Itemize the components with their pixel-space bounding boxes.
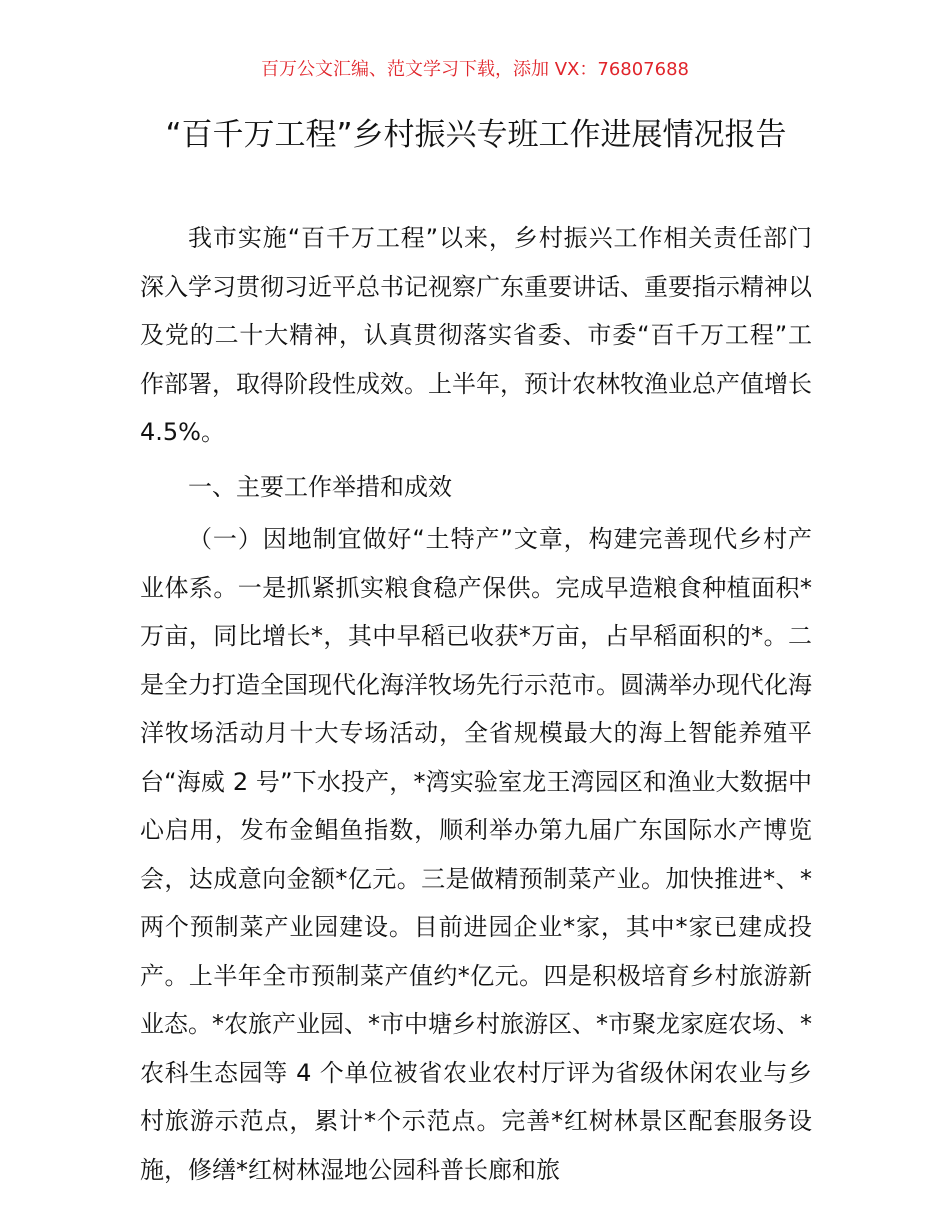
section-paragraph: （一）因地制宜做好“土特产”文章，构建完善现代乡村产业体系。一是抓紧抓实粮食稳产保供。完成早造粮食种植面积*万亩，同比增长*，其中早稻已收获*万亩，占早稻面积的*。二是全力打造全国现代化海洋牧场先行示范市。圆满举办现代化海洋牧场活动月十大专场活动，全省规模最大的海上智能养殖平台“海威 2 号”下水投产，*湾实验室龙王湾园区和渔业大数据中心启用，发布金鲳鱼指数，顺利举办第九届广东国际水产博览会，达成意向金额*亿元。三是做精预制菜产业。加快推进*、*两个预制菜产业园建设。目前进园企业*家，其中*家已建成投产。上半年全市预制菜产值约*亿元。四是积极培育乡村旅游新业态。*农旅产业园、*市中塘乡村旅游区、*市聚龙家庭农场、*农科生态园等 4 个单位被省农业农村厅评为省级休闲农业与乡村旅游示范点，累计*个示范点。完善*红树林景区配套服务设施，修缮*红树林湿地公园科普长廊和旅 xyxy=(140,525,812,1184)
document-body xyxy=(140,214,812,1194)
intro-paragraph: 我市实施“百千万工程”以来，乡村振兴工作相关责任部门深入学习贯彻习近平总书记视察广东重要讲话、重要指示精神以及党的二十大精神，认真贯彻落实省委、市委“百千万工程”工作部署，取得阶段性成效。上半年，预计农林牧渔业总产值增长 4.5%。 xyxy=(140,224,812,446)
section-heading: 一、主要工作举措和成效 xyxy=(188,472,452,501)
watermark-header: 百万公文汇编、范文学习下载，添加 VX：76807688 xyxy=(261,59,689,80)
document-title: “百千万工程”乡村振兴专班工作进展情况报告 xyxy=(165,117,787,153)
